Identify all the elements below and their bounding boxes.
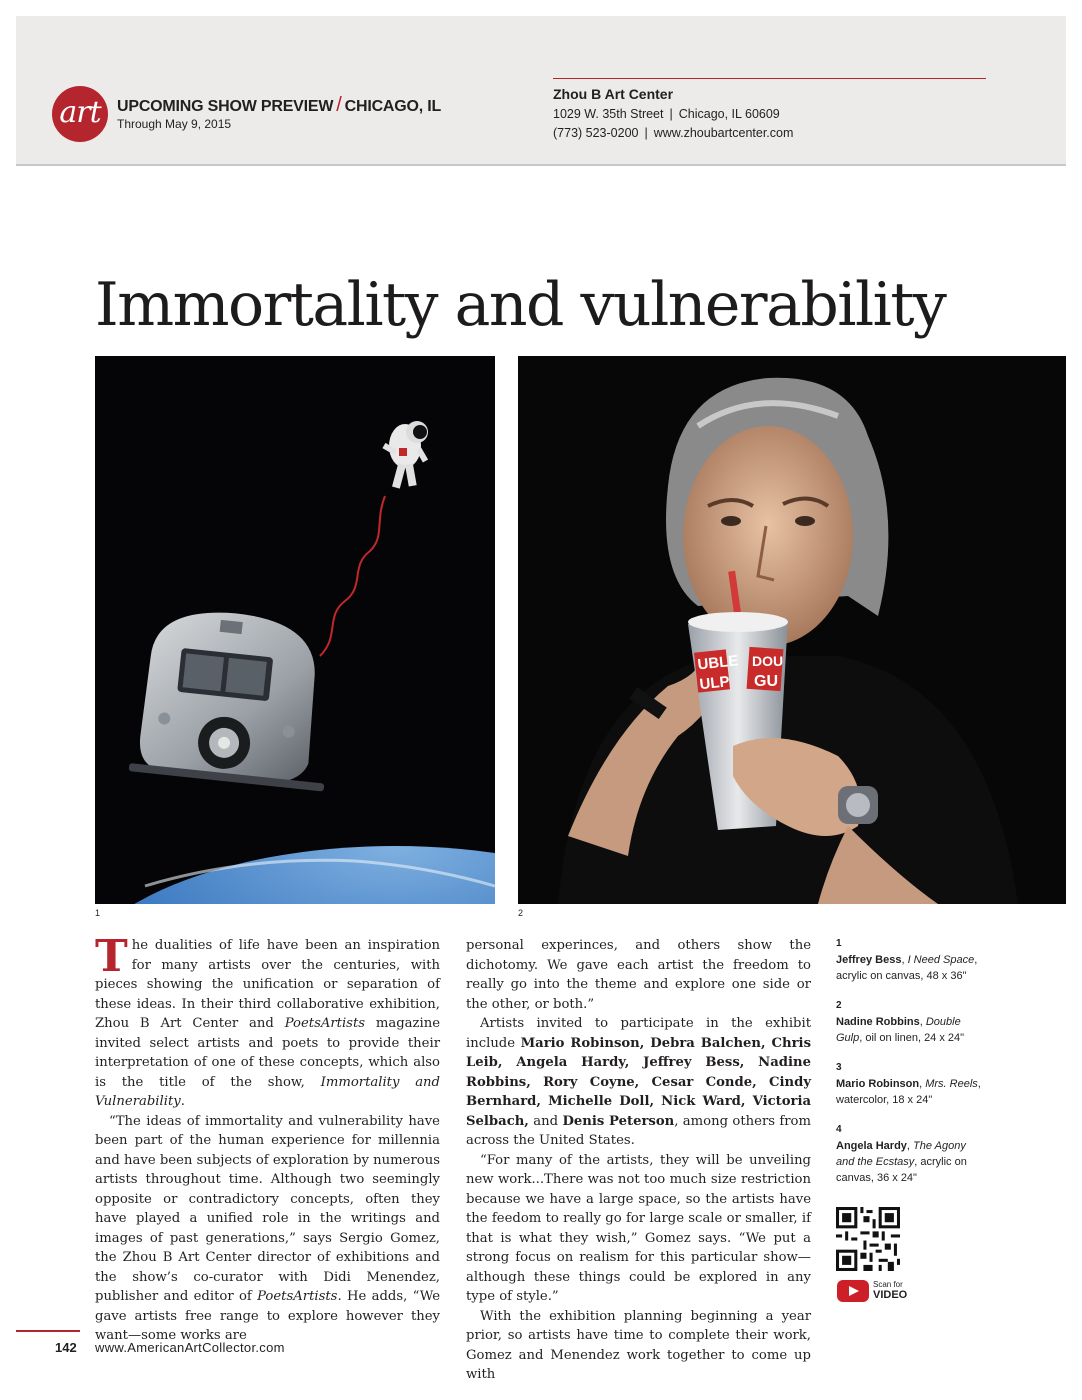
figure-number-2: 2 — [518, 908, 524, 918]
cup-label-left-2: ULP — [698, 673, 731, 694]
painting-i-need-space — [95, 356, 495, 904]
venue-city: Chicago, IL 60609 — [678, 107, 780, 121]
art-logo: art — [52, 86, 108, 142]
video-label: VIDEO — [873, 1289, 908, 1301]
caption-details: , acrylic on canvas, 36 x 24" — [836, 1156, 967, 1184]
caption-2: 2 Nadine Robbins, Double Gulp, oil on linen, 24 x 24" — [836, 998, 986, 1046]
qr-code-icon[interactable] — [836, 1207, 900, 1271]
caption-details: , oil on linen, 24 x 24" — [859, 1032, 965, 1044]
venue-name: Zhou B Art Center — [553, 86, 674, 102]
caption-number: 2 — [836, 1000, 842, 1011]
cup-label-left-1: UBLE — [696, 652, 740, 674]
caption-number: 3 — [836, 1062, 842, 1073]
caption-title: The Agony and the Ecstasy — [836, 1140, 966, 1168]
intro-text-2: magazine invited select artists and poets to provide their interpretation of one of these concepts, which also is the title of the show, — [95, 1016, 441, 1090]
scan-for-video[interactable] — [873, 1280, 907, 1300]
painting-double-gulp — [518, 356, 1066, 904]
footer-website-link[interactable]: www.AmericanArtCollector.com — [95, 1340, 285, 1355]
show-title: Immortality and Vulnerability — [95, 1074, 440, 1109]
venue-street: 1029 W. 35th Street — [553, 107, 664, 121]
astronaut-airstream-illustration — [95, 356, 495, 904]
paragraph-quote — [95, 1112, 440, 1346]
captions-column — [836, 936, 986, 1200]
contact-separator: | — [644, 126, 648, 140]
location-label: CHICAGO, IL — [344, 98, 442, 115]
venue-phone: (773) 523-0200 — [553, 126, 639, 140]
page-number: 142 — [55, 1340, 77, 1355]
article-title: Immortality and vulnerability — [95, 270, 946, 340]
article-column-1 — [95, 931, 441, 1346]
section-label: UPCOMING SHOW PREVIEW — [117, 98, 334, 115]
venue-website[interactable]: www.zhoubartcenter.com — [653, 126, 794, 140]
quote-end: . He adds, “We gave artists free range to explore however they want—some works are — [95, 1289, 440, 1343]
man-with-soda-illustration — [518, 356, 1066, 904]
artists-last: Denis Peterson — [562, 1113, 675, 1129]
magazine-name-2: PoetsArtists — [257, 1289, 338, 1304]
show-header — [16, 16, 1066, 166]
caption-title: I Need Space — [907, 954, 975, 966]
footer-rule — [16, 1330, 80, 1332]
cup-label-right-1: DOU — [752, 653, 784, 669]
show-preview-line — [117, 94, 441, 117]
caption-3: 3 Mario Robinson, Mrs. Reels, watercolor, 18 x 24" — [836, 1060, 986, 1108]
paragraph-new-work: “For many of the artists, they will be unveiling new work...There was not too much size restriction because we have a large space, so the artists have the feedom to really go for large scale or smaller, if that is what they wish,” Gomez says. “We put a strong focus on realism for this particular show—although these things could be explored in any type of style.” — [466, 1152, 811, 1304]
artists-and: and — [528, 1113, 563, 1129]
youtube-play-icon[interactable] — [837, 1280, 869, 1302]
quote-text: “The ideas of immortality and vulnerability have been part of the human experience for millennia and have been subjects of exploration by numerous artists throughout time. Although two seemingly opposite or contradictory concepts, often they have played a unified role in the writings and images of past generations,” says Sergio Gomez, the Zhou B Art Center director of exhibitions and the show’s co-curator with Didi Menendez, publisher and editor of — [95, 1113, 440, 1304]
figure-number-1: 1 — [95, 908, 101, 918]
drop-cap: T — [95, 931, 128, 982]
venue-divider — [553, 78, 986, 79]
caption-artist: Nadine Robbins — [836, 1016, 920, 1028]
caption-artist: Angela Hardy — [836, 1140, 907, 1152]
caption-artist: Jeffrey Bess — [836, 954, 902, 966]
intro-end: . — [180, 1094, 185, 1109]
venue-address — [553, 107, 780, 121]
caption-number: 1 — [836, 938, 842, 949]
scan-label: Scan for — [873, 1280, 903, 1289]
slash-divider: / — [336, 94, 342, 116]
caption-1: 1 Jeffrey Bess, I Need Space, acrylic on canvas, 48 x 36" — [836, 936, 986, 984]
artists-list: Mario Robinson, Debra Balchen, Chris Leib, Angela Hardy, Jeffrey Bess, Nadine Robbins, Rory Coyne, Cesar Conde, Cindy Bernhard, Michelle Doll, Nick Ward, Victoria Selbach, — [466, 1035, 811, 1129]
paragraph-planning: With the exhibition planning beginning a year prior, so artists have time to complete their work, Gomez and Menendez work together to come up with — [466, 1308, 811, 1382]
magazine-name: PoetsArtists — [284, 1016, 366, 1031]
article-column-2 — [466, 936, 811, 1385]
show-date: Through May 9, 2015 — [117, 117, 232, 131]
caption-details: , acrylic on canvas, 48 x 36" — [836, 954, 978, 982]
artists-intro: Artists invited to participate in the exhibit include — [466, 1016, 811, 1051]
venue-contact — [553, 126, 793, 140]
paragraph-intro — [95, 931, 441, 1112]
caption-details: , watercolor, 18 x 24" — [836, 1078, 981, 1106]
cup-label-right-2: GU — [754, 673, 778, 690]
caption-artist: Mario Robinson — [836, 1078, 920, 1090]
caption-number: 4 — [836, 1124, 842, 1135]
intro-text: he dualities of life have been an inspiration for many artists over the centuries, with pieces showing the unification or separation of these ideas. In their third collaborative exhibition, Zhou B Art Center and — [95, 938, 440, 1031]
paragraph-continued: personal experinces, and others show the dichotomy. We gave each artist the freedom to really go into the theme and explore one side or the other, or both.” — [466, 938, 811, 1012]
artists-end: , among others from across the United States. — [466, 1113, 812, 1148]
paragraph-artists — [466, 1014, 811, 1151]
caption-title: Double Gulp — [836, 1016, 961, 1044]
caption-4: 4 Angela Hardy, The Agony and the Ecstasy, acrylic on canvas, 36 x 24" — [836, 1122, 986, 1186]
address-separator: | — [669, 107, 673, 121]
caption-title: Mrs. Reels — [925, 1078, 978, 1090]
